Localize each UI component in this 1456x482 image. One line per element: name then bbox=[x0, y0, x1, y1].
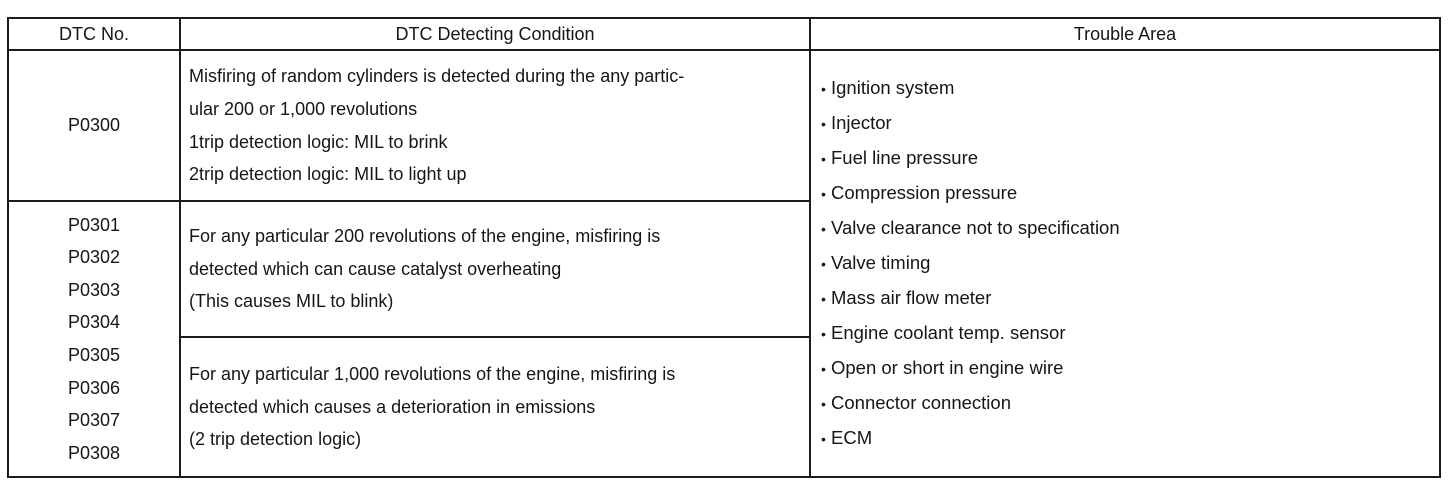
trouble-area-item bbox=[821, 211, 1439, 246]
condition-cell bbox=[180, 337, 810, 477]
trouble-area-label: Ignition system bbox=[831, 77, 955, 98]
bullet-icon: • bbox=[821, 361, 826, 377]
condition-line: detected which causes a deterioration in emissions bbox=[189, 396, 596, 417]
trouble-area-item bbox=[821, 246, 1439, 281]
trouble-area-label: Open or short in engine wire bbox=[831, 357, 1064, 378]
bullet-icon: • bbox=[821, 186, 826, 202]
trouble-area-list bbox=[821, 71, 1439, 456]
dtc-code: P0308 bbox=[67, 442, 121, 463]
dtc-code-cell bbox=[8, 201, 180, 477]
condition-line: ular 200 or 1,000 revolutions bbox=[189, 98, 418, 119]
dtc-code: P0304 bbox=[67, 312, 121, 333]
condition-cell bbox=[180, 50, 810, 201]
trouble-area-label: Fuel line pressure bbox=[831, 147, 979, 168]
trouble-area-item bbox=[821, 106, 1439, 141]
trouble-area-item bbox=[821, 141, 1439, 176]
bullet-icon: • bbox=[821, 291, 826, 307]
condition-line: Misfiring of random cylinders is detected during the any partic- bbox=[189, 66, 685, 87]
trouble-area-item bbox=[821, 351, 1439, 386]
condition-line: (This causes MIL to blink) bbox=[189, 291, 394, 312]
trouble-area-label: Connector connection bbox=[831, 392, 1011, 413]
condition-line: For any particular 200 revolutions of the engine, misfiring is bbox=[189, 226, 661, 247]
dtc-code: P0300 bbox=[67, 115, 121, 136]
bullet-icon: • bbox=[821, 396, 826, 412]
bullet-icon: • bbox=[821, 151, 826, 167]
trouble-area-label: Mass air flow meter bbox=[831, 287, 992, 308]
dtc-table bbox=[7, 17, 1441, 478]
bullet-icon: • bbox=[821, 431, 826, 447]
dtc-code: P0301 bbox=[67, 214, 121, 235]
trouble-area-item bbox=[821, 71, 1439, 106]
bullet-icon: • bbox=[821, 116, 826, 132]
trouble-area-cell bbox=[810, 50, 1440, 477]
trouble-area-label: Engine coolant temp. sensor bbox=[831, 322, 1066, 343]
condition-line: 2trip detection logic: MIL to light up bbox=[189, 164, 467, 185]
condition-cell bbox=[180, 201, 810, 337]
trouble-area-label: Injector bbox=[831, 112, 892, 133]
trouble-area-label: ECM bbox=[831, 427, 873, 448]
bullet-icon: • bbox=[821, 81, 826, 97]
header-dtc-no: DTC No. bbox=[8, 18, 180, 50]
dtc-code: P0307 bbox=[67, 410, 121, 431]
trouble-area-item bbox=[821, 176, 1439, 211]
header-row bbox=[8, 18, 1440, 50]
condition-line: 1trip detection logic: MIL to brink bbox=[189, 131, 448, 152]
condition-line: For any particular 1,000 revolutions of the engine, misfiring is bbox=[189, 364, 676, 385]
trouble-area-item bbox=[821, 421, 1439, 456]
table-row bbox=[8, 50, 1440, 201]
dtc-code: P0302 bbox=[67, 247, 121, 268]
bullet-icon: • bbox=[821, 256, 826, 272]
trouble-area-item bbox=[821, 281, 1439, 316]
trouble-area-label: Valve clearance not to specification bbox=[831, 217, 1120, 238]
trouble-area-label: Compression pressure bbox=[831, 182, 1018, 203]
dtc-code: P0303 bbox=[67, 279, 121, 300]
condition-line: detected which can cause catalyst overheating bbox=[189, 258, 562, 279]
bullet-icon: • bbox=[821, 326, 826, 342]
trouble-area-label: Valve timing bbox=[831, 252, 931, 273]
condition-line: (2 trip detection logic) bbox=[189, 429, 362, 450]
dtc-code: P0306 bbox=[67, 377, 121, 398]
bullet-icon: • bbox=[821, 221, 826, 237]
trouble-area-item bbox=[821, 316, 1439, 351]
dtc-code-cell bbox=[8, 50, 180, 201]
trouble-area-item bbox=[821, 386, 1439, 421]
header-trouble-area: Trouble Area bbox=[810, 18, 1440, 50]
dtc-code: P0305 bbox=[67, 345, 121, 365]
header-detecting-condition: DTC Detecting Condition bbox=[180, 18, 810, 50]
